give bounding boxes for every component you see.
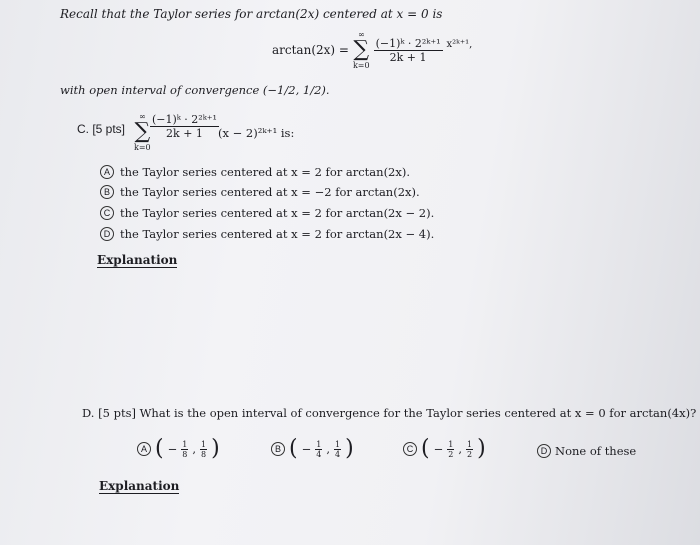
part-c-denominator: 2k + 1 xyxy=(166,127,203,140)
option-c-radio[interactable]: C xyxy=(100,206,114,220)
part-c-sigma: ∞ ∑ k=0 xyxy=(134,112,151,152)
part-d-option-c[interactable]: C ( − $\frac{1}{2}$ , $\frac{1}{2}$ ) xyxy=(403,438,486,460)
part-c-sum-lower: k=0 xyxy=(134,143,151,152)
part-c-tail: (x − 2)²ᵏ⁺¹ is: xyxy=(218,126,295,140)
formula-tail: x²ᵏ⁺¹, xyxy=(446,38,473,50)
d-option-d-text: None of these xyxy=(555,444,637,458)
part-c-fraction xyxy=(150,113,219,140)
part-d-option-a[interactable]: A ( − $\frac{1}{8}$ , $\frac{1}{8}$ ) xyxy=(137,438,220,460)
part-d-explanation-link[interactable]: Explanation xyxy=(99,479,180,493)
part-d-option-b[interactable]: B ( − $\frac{1}{4}$ , $\frac{1}{4}$ ) xyxy=(271,438,354,460)
part-c-sum-upper: ∞ xyxy=(138,112,146,121)
option-a-text: the Taylor series centered at x = 2 for arctan(2x). xyxy=(120,165,410,179)
option-c-text: the Taylor series centered at x = 2 for arctan(2x − 2). xyxy=(120,206,435,220)
part-d-question: D. [5 pts] What is the open interval of convergence for the Taylor series centered at x = 0 for arctan(4x)? xyxy=(82,406,697,420)
part-c-option-d[interactable] xyxy=(100,227,434,241)
d-option-c-left-fraction: $\frac{1}{2}$ xyxy=(448,439,454,459)
part-c-label: C. [5 pts] xyxy=(77,122,126,136)
part-c-numerator: (−1)ᵏ · 2²ᵏ⁺¹ xyxy=(152,113,217,126)
d-option-b-right-fraction: $\frac{1}{4}$ xyxy=(334,439,341,459)
option-a-radio[interactable]: A xyxy=(100,165,114,179)
d-option-c-radio[interactable]: C xyxy=(403,442,417,456)
sum-upper-limit: ∞ xyxy=(357,30,365,39)
d-option-d-radio[interactable]: D xyxy=(537,444,551,458)
part-c-option-c[interactable] xyxy=(100,206,434,220)
formula-lhs: arctan(2x) = xyxy=(272,43,349,57)
option-b-text: the Taylor series centered at x = −2 for arctan(2x). xyxy=(120,185,420,199)
option-d-radio[interactable]: D xyxy=(100,227,114,241)
part-d-option-d[interactable] xyxy=(537,444,636,458)
part-c-option-b[interactable] xyxy=(100,185,420,199)
d-option-a-right-fraction: $\frac{1}{8}$ xyxy=(200,439,207,459)
d-option-a-radio[interactable]: A xyxy=(137,442,151,456)
formula-fraction xyxy=(374,37,443,64)
part-c-option-a[interactable] xyxy=(100,165,410,179)
d-option-c-right-fraction: $\frac{1}{2}$ xyxy=(466,439,473,459)
formula-numerator: (−1)ᵏ · 2²ᵏ⁺¹ xyxy=(375,36,441,50)
d-option-a-left-fraction: $\frac{1}{8}$ xyxy=(182,439,188,459)
sigma-symbol: ∞ ∑ k=0 xyxy=(352,30,370,70)
option-b-radio[interactable]: B xyxy=(100,185,114,199)
interval-of-convergence: with open interval of convergence (−1/2, 1/2). xyxy=(60,83,330,97)
part-c-explanation-link[interactable]: Explanation xyxy=(97,253,178,267)
d-option-b-radio[interactable]: B xyxy=(271,442,285,456)
formula-denominator: 2k + 1 xyxy=(389,50,427,64)
taylor-formula xyxy=(272,30,472,70)
option-d-text: the Taylor series centered at x = 2 for arctan(2x − 4). xyxy=(120,227,435,241)
intro-text: Recall that the Taylor series for arctan(2x) centered at x = 0 is xyxy=(60,7,443,21)
d-option-b-left-fraction: $\frac{1}{4}$ xyxy=(316,439,322,459)
sum-lower-limit: k=0 xyxy=(352,61,370,70)
